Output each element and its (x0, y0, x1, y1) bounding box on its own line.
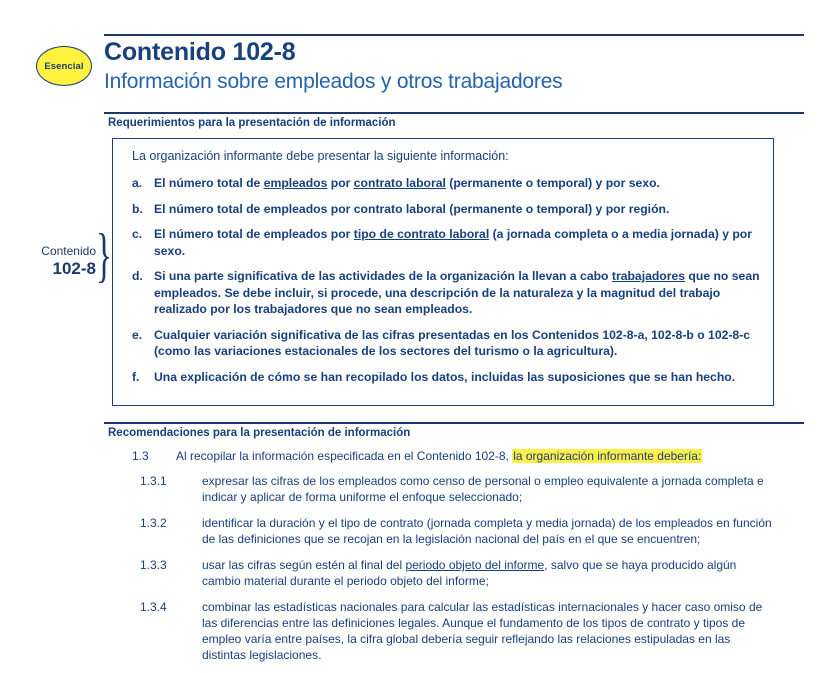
list-item (132, 201, 762, 218)
item-text-pre: El número total de empleados por (154, 227, 354, 241)
item-number: 1.3.2 (140, 516, 167, 530)
item-text-underline-1: tipo de contrato laboral (353, 227, 490, 241)
list-item (132, 268, 762, 318)
margin-label-bottom: 102-8 (52, 259, 96, 278)
requirements-section-title: Requerimientos para la presentación de información (108, 117, 396, 129)
item-body (154, 226, 762, 259)
page-title: Contenido 102-8 (104, 38, 296, 66)
recommendations-divider (104, 422, 804, 424)
item-text-post: , salvo que se haya producido algún cambio material durante el periodo objeto del informe; (202, 558, 737, 588)
list-item (132, 226, 762, 259)
item-body (154, 268, 762, 318)
item-number: 1.3.3 (140, 558, 167, 572)
item-text-post: que no sean empleados. Se debe incluir, si procede, una descripción de la naturaleza y la magnitud del trabajo realizado por los trabajadores que no sean empleados. (154, 269, 760, 316)
item-marker: a. (132, 176, 143, 190)
document-header (0, 18, 822, 98)
item-text-mid: por (327, 176, 354, 190)
item-text-underline-1: empleados (263, 176, 328, 190)
item-text-underline-1: trabajadores (611, 269, 686, 283)
list-item (132, 448, 772, 464)
list-item (132, 327, 762, 360)
item-body: combinar las estadísticas nacionales para calcular las estadísticas internacionales y hacer caso omiso de las diferencias entre las definiciones legales. Aunque el fundamento de los tipos de contrato y tipos de empleo varía entre países, la cifra global debería seguir reflejando las relaciones estipuladas en las distintas legislaciones. (202, 600, 763, 662)
highlighted-text: la organización informante debería: (513, 449, 702, 463)
list-item (132, 557, 772, 589)
list-item (132, 175, 762, 192)
margin-label-top: Contenido (41, 244, 96, 258)
essential-badge: Esencial (36, 46, 92, 86)
item-number: 1.3.1 (140, 474, 167, 488)
item-marker: b. (132, 201, 143, 216)
list-item (132, 473, 772, 505)
recommendations-list (132, 448, 772, 673)
item-text-pre: Si una parte significativa de las actividades de la organización la llevan a cabo (154, 269, 612, 283)
item-body (202, 557, 772, 589)
item-body: expresar las cifras de los empleados como censo de personal o empleo equivalente a jornada completa e indicar y aplicar de forma uniforme el enfoque seleccionado; (202, 474, 764, 504)
item-body (176, 448, 772, 464)
item-text-underline-1: periodo objeto del informe (405, 558, 545, 572)
item-text-pre: Al recopilar la información especificada en el Contenido 102-8, (176, 449, 513, 463)
page-subtitle: Información sobre empleados y otros trabajadores (104, 70, 563, 93)
requirements-divider (104, 112, 804, 114)
item-text-pre: El número total de (154, 176, 264, 190)
list-item (132, 369, 762, 386)
item-marker: f. (132, 369, 140, 384)
brace-decoration: } (96, 222, 112, 288)
margin-content-label (18, 243, 96, 279)
recommendations-section-title: Recomendaciones para la presentación de información (108, 427, 411, 439)
item-text-pre: usar las cifras según estén al final del (202, 558, 406, 572)
item-body (154, 175, 762, 192)
requirements-intro: La organización informante debe presentar la siguiente información: (132, 149, 509, 163)
header-divider (104, 34, 804, 36)
item-body: identificar la duración y el tipo de contrato (jornada completa y media jornada) de los empleados en función de las definiciones que se recojan en la legislación nacional del país en el que se encuentren; (202, 516, 772, 546)
requirements-list (132, 175, 762, 394)
item-marker: c. (132, 227, 143, 241)
item-marker: d. (132, 269, 143, 283)
item-marker: e. (132, 327, 143, 342)
item-body: Cualquier variación significativa de las cifras presentadas en los Contenidos 102-8-a, 102-8-b o 102-8-c (como las variaciones estacionales de los sectores del turismo o la agricultura). (154, 327, 751, 358)
item-number: 1.3 (132, 449, 149, 463)
list-item (132, 515, 772, 547)
item-body: Una explicación de cómo se han recopilado los datos, incluidas las suposiciones que se han hecho. (154, 369, 736, 384)
item-body: El número total de empleados por contrato laboral (permanente o temporal) y por región. (154, 201, 670, 216)
item-text-underline-2: contrato laboral (353, 176, 446, 190)
item-text-post: (a jornada completa o a media jornada) y por sexo. (154, 227, 752, 258)
item-number: 1.3.4 (140, 600, 167, 614)
list-item (132, 599, 772, 663)
item-text-post: (permanente o temporal) y por sexo. (445, 176, 660, 190)
